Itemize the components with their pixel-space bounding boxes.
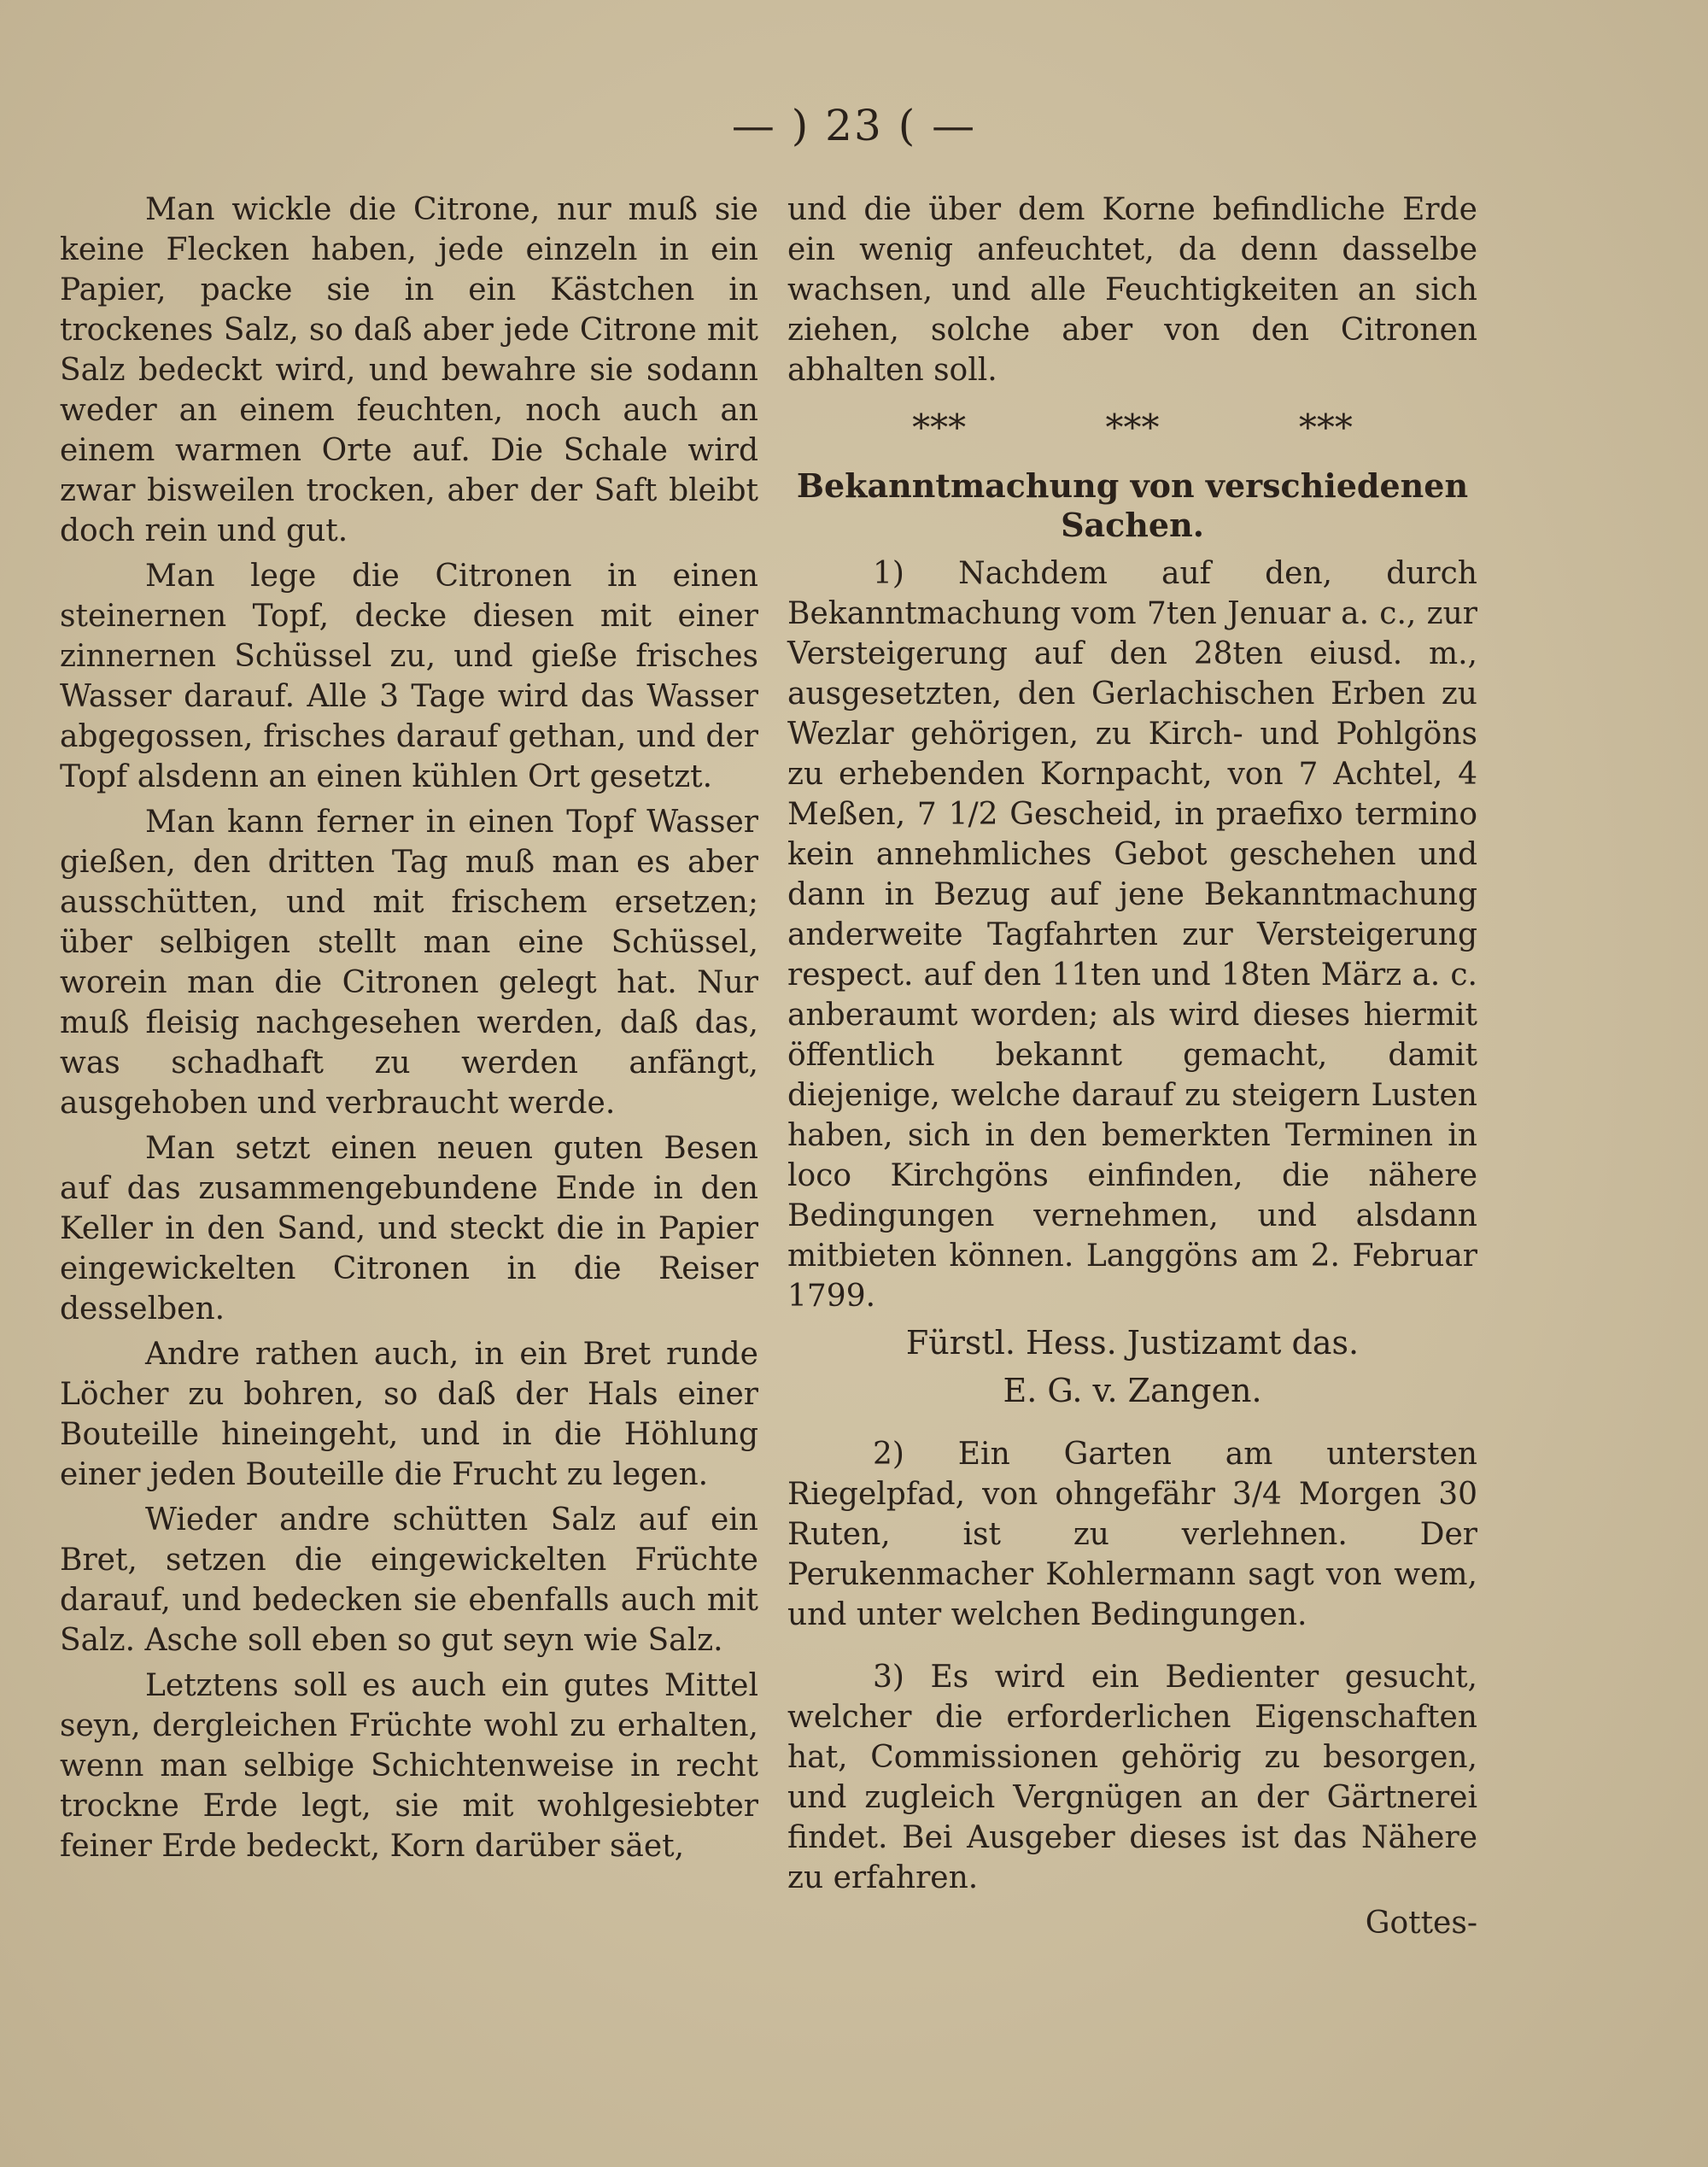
paragraph: Andre rathen auch, in ein Bret runde Löcher zu bohren, so daß der Hals einer Bouteille hineingeht, und in die Höhlung einer jeden Bouteille die Frucht zu legen. — [60, 1337, 758, 1492]
paragraph: Man setzt einen neuen guten Besen auf das zusammengebundene Ende in den Keller in den Sand, und steckt die in Papier eingewickelten Citronen in die Reiser desselben. — [60, 1131, 758, 1327]
catchword: Gottes- — [1365, 1906, 1477, 1941]
right-column — [787, 190, 1477, 1943]
notice-3: 3) Es wird ein Bedienter gesucht, welcher die erforderlichen Eigenschaften hat, Commissionen gehörig zu besorgen, und zugleich Vergnügen an der Gärtnerei findet. Bei Ausgeber dieses ist das Nähere zu erfahren. — [787, 1660, 1477, 1895]
paragraph: Man kann ferner in einen Topf Wasser gießen, den dritten Tag muß man es aber ausschütten, und mit frischem ersetzen; über selbigen stellt man eine Schüssel, worein man die Citronen gelegt hat. Nur muß fleisig nachgesehen werden, daß das, was schadhaft zu werden anfängt, ausgehoben und verbraucht werde. — [60, 805, 758, 1121]
paragraph: Wieder andre schütten Salz auf ein Bret, setzen die eingewickelten Früchte darauf, und bedecken sie ebenfalls auch mit Salz. Asche soll eben so gut seyn wie Salz. — [60, 1502, 758, 1658]
left-column — [60, 190, 758, 1871]
authority-line: Fürstl. Hess. Justizamt das. — [905, 1324, 1360, 1362]
paragraph: Man lege die Citronen in einen steinernen Topf, decke diesen mit einer zinnernen Schüssel zu, und gieße frisches Wasser darauf. Alle 3 Tage wird das Wasser abgegossen, frisches darauf gethan, und der Topf alsdenn an einen kühlen Ort gesetzt. — [60, 559, 758, 794]
signature: E. G. v. Zangen. — [1003, 1372, 1262, 1409]
page-number: — ) 23 ( — — [731, 101, 977, 150]
separator-stars: *** *** *** — [912, 407, 1353, 448]
notice-1: 1) Nachdem auf den, durch Bekanntmachung vom 7ten Jenuar a. c., zur Versteigerung auf den 28ten eiusd. m., ausgesetzten, den Gerlachischen Erben zu Wezlar gehörigen, zu Kirch- und Pohlgöns zu erhebenden Kornpacht, von 7 Achtel, 4 Meßen, 7 1/2 Gescheid, in praefixo termino kein annehmliches Gebot geschehen und dann in Bezug auf jene Bekanntmachung anderweite Tagfahrten zur Versteigerung respect. auf den 11ten und 18ten März a. c. anberaumt worden; als wird dieses hiermit öffentlich bekannt gemacht, damit diejenige, welche darauf zu steigern Lusten haben, sich in den bemerkten Terminen in loco Kirchgöns einfinden, die nähere Bedingungen vernehmen, und alsdann mitbieten können. Langgöns am 2. Februar 1799. — [787, 556, 1477, 1314]
paragraph: Man wickle die Citrone, nur muß sie keine Flecken haben, jede einzeln in ein Papier, packe sie in ein Kästchen in trockenes Salz, so daß aber jede Citrone mit Salz bedeckt wird, und bewahre sie sodann weder an einem feuchten, noch auch an einem warmen Orte auf. Die Schale wird zwar bisweilen trocken, aber der Saft bleibt doch rein und gut. — [60, 192, 758, 548]
section-heading: Bekanntmachung von verschiedenen Sachen. — [796, 466, 1469, 544]
notice-2: 2) Ein Garten am untersten Riegelpfad, von ohngefähr 3/4 Morgen 30 Ruten, ist zu verlehnen. Der Perukenmacher Kohlermann sagt von wem, und unter welchen Bedingungen. — [787, 1437, 1477, 1632]
paragraph: Letztens soll es auch ein gutes Mittel seyn, dergleichen Früchte wohl zu erhalten, wenn man selbige Schichtenweise in recht trockne Erde legt, sie mit wohlgesiebter feiner Erde bedeckt, Korn darüber säet, — [60, 1668, 758, 1864]
continuation-paragraph: und die über dem Korne befindliche Erde ein wenig anfeuchtet, da denn dasselbe wachsen, und alle Feuchtigkeiten an sich ziehen, solche aber von den Citronen abhalten soll. — [787, 192, 1477, 388]
